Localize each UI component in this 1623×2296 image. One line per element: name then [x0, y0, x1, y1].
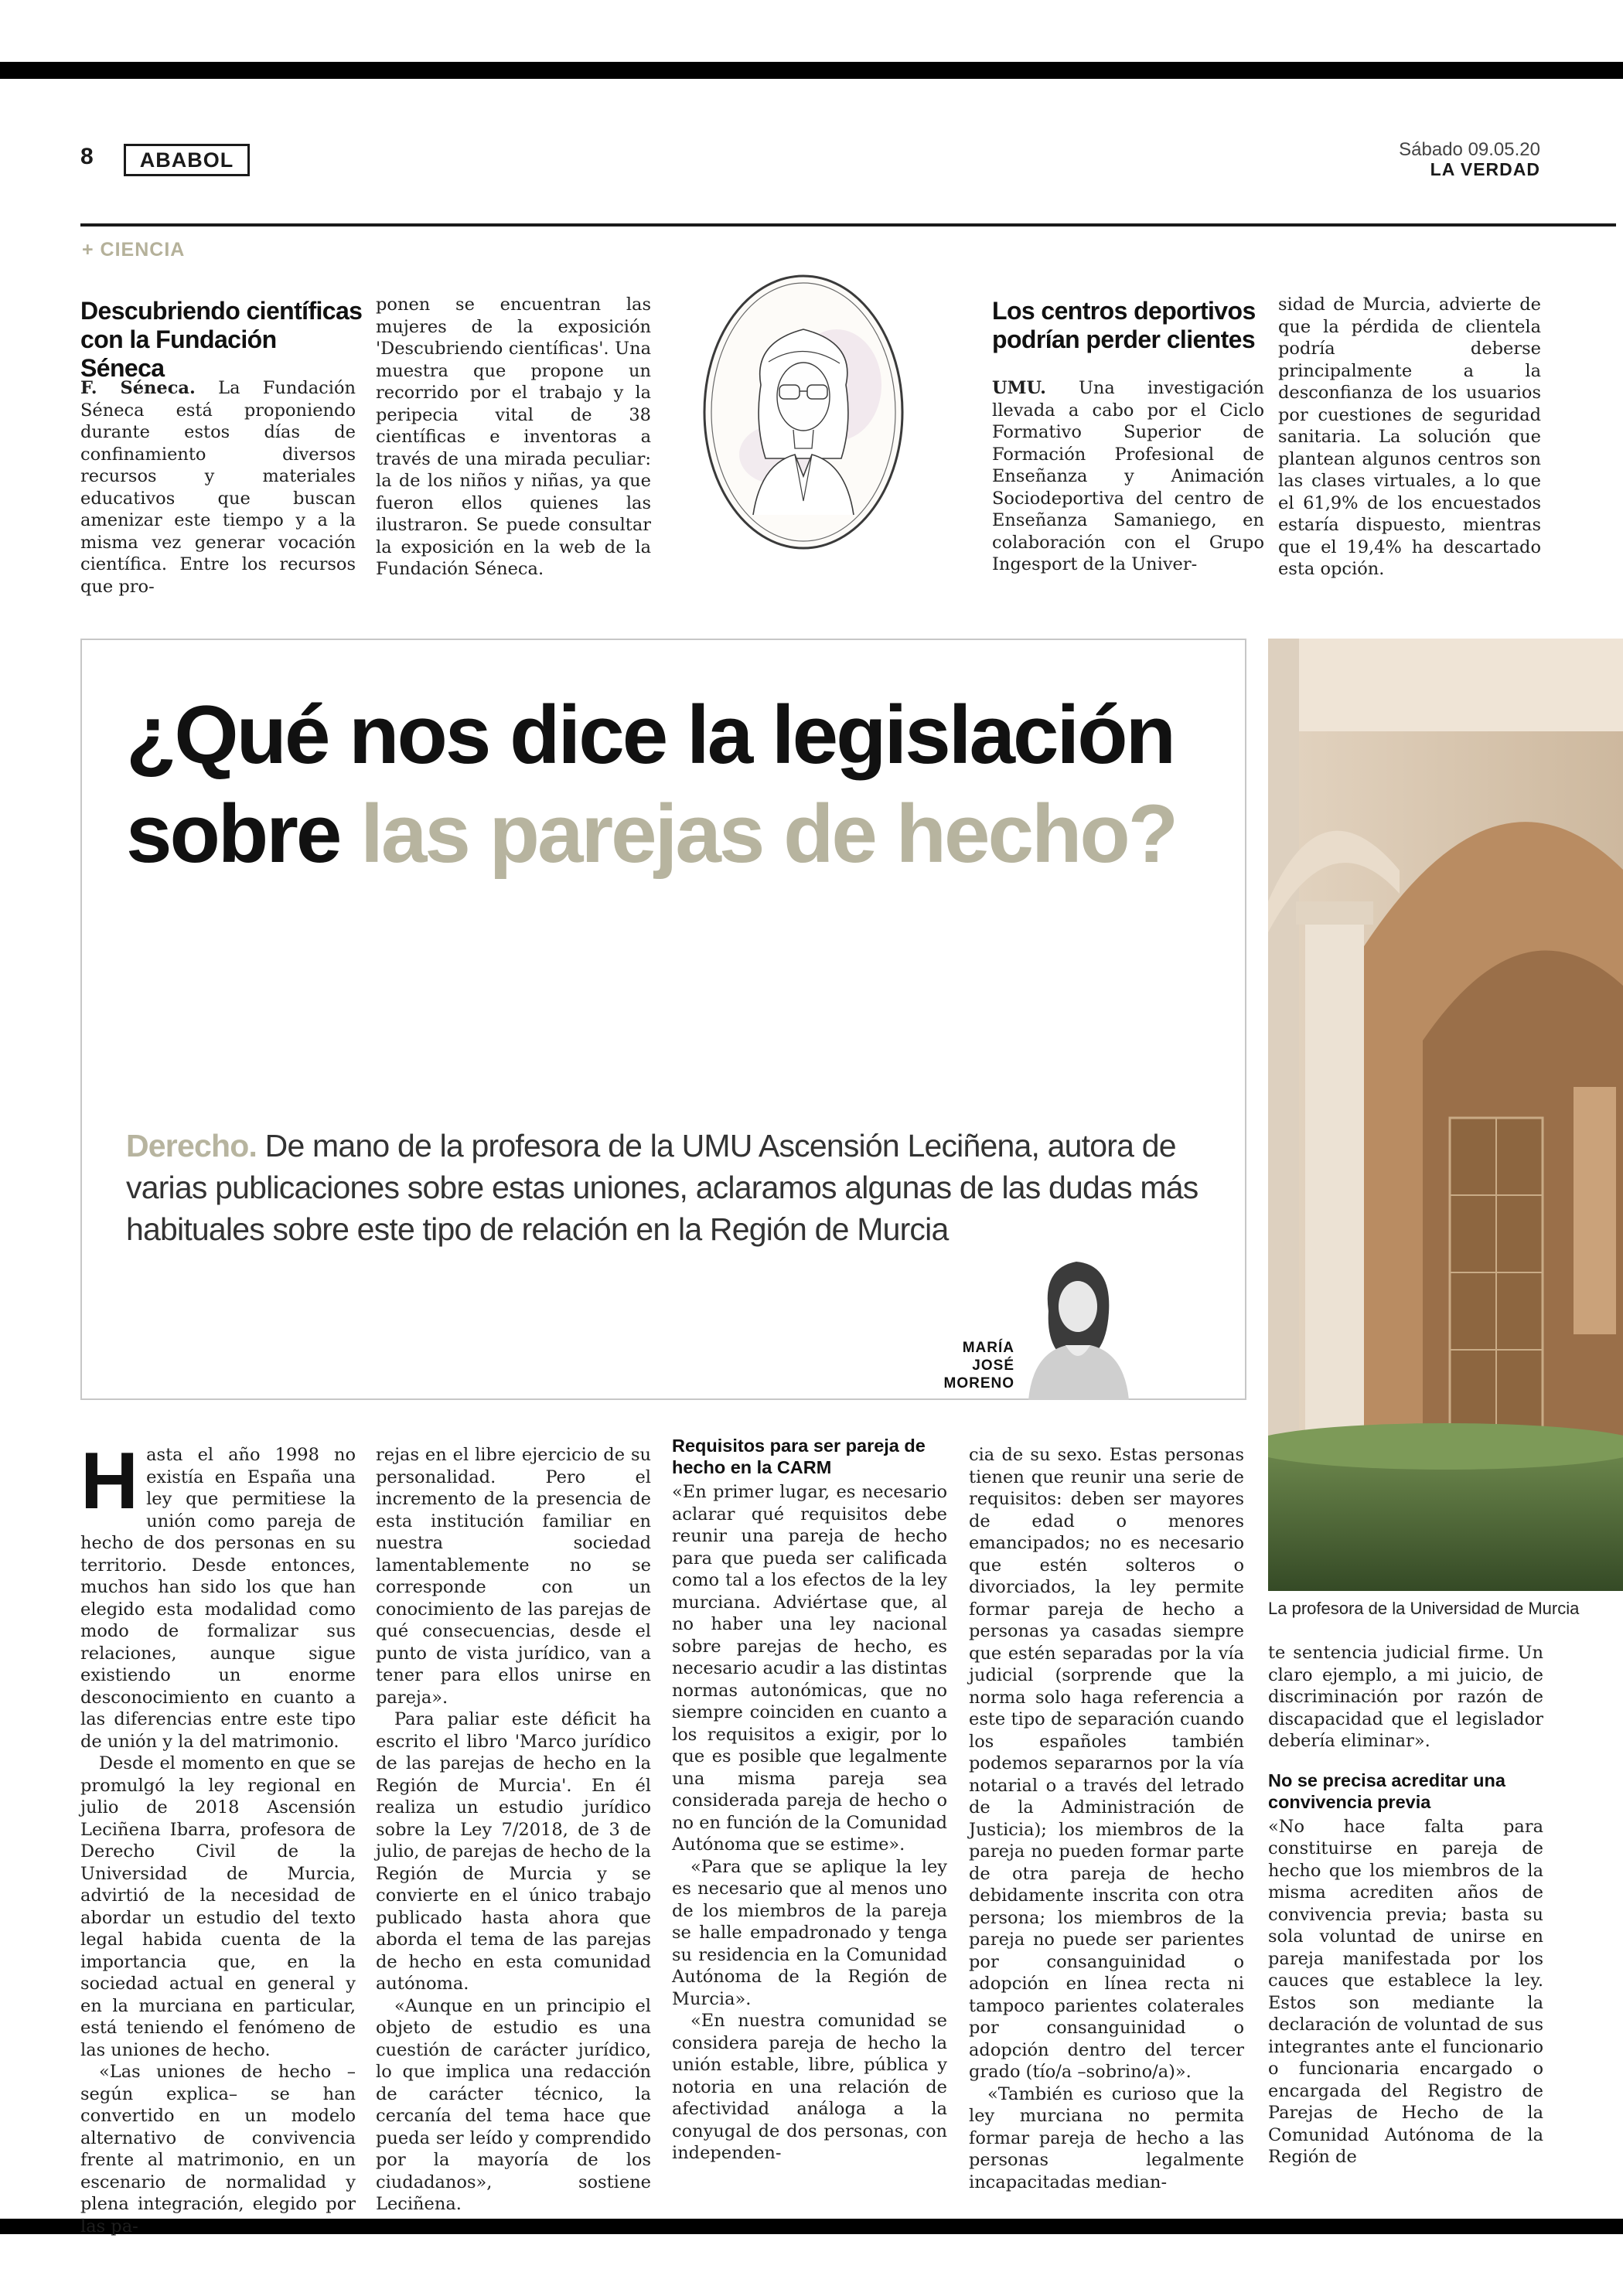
subhead-kicker: Derecho.: [126, 1128, 257, 1163]
body-col1: [80, 1436, 356, 2237]
feature-subhead: [126, 1125, 1224, 1250]
body-c1-p2: Desde el momento en que se promulgó la ley regional en julio de 2018 Ascensión Leciñena Ibarra, profesora de Derecho Civil de la Universidad de Murcia, advirtió de la necesidad de abordar un estudio del texto legal habida cuenta de la importancia que, en la sociedad actual en general y en la murciana en particular, está teniendo el fenómeno de las uniones de hecho.: [80, 1753, 356, 2060]
byline-first: MARÍA: [962, 1340, 1014, 1356]
brief-left-col2: [376, 294, 651, 581]
newspaper-name: LA VERDAD: [1430, 159, 1540, 179]
header-divider: [80, 223, 1616, 227]
body-c3-p2: «Para que se aplique la ley es necesario que al menos uno de los miembros de la pareja se halle empadronado y tenga su residencia en la Comunidad Autónoma de la Región de Murcia».: [672, 1856, 947, 2009]
body-c4-p2: «También es curioso que la ley murciana no permita formar pareja de hecho a las personas legalmente incapacitadas median-: [969, 2083, 1244, 2192]
body-c4-p1: cia de su sexo. Estas personas tienen que reunir una serie de requisitos: deben ser mayores de edad o menores emancipados; no es necesario que estén solteros o divorciados, la ley permite formar pareja de hecho a personas ya casadas siempre que estén separadas por la vía judicial (sorprende que la norma solo haga referencia a este tipo de separación cuando los españoles también podemos separarnos por la vía notarial o a través del letrado de la Administración de Justicia); los miembros de la pareja no pueden formar parte de otra pareja de hecho debidamente inscrita con otra persona; los miembros de la pareja no puede ser parientes por consanguinidad o adopción en línea recta ni tampoco parientes colaterales por consanguinidad o adopción dentro del tercer grado (tío/a –sobrino/a)».: [969, 1445, 1244, 2082]
brief-left-text-2: ponen se encuentran las mujeres de la exposición 'Descubriendo científicas'. Una muestra que propone un recorrido por el trabajo y la peripecia vital de 38 científicas e inventoras a través de una mirada peculiar: la de los niños y niñas, ya que fueron ellos quienes las ilustraron. Se puede consultar la exposición en la web de la Fundación Séneca.: [376, 295, 651, 579]
subheading-requirements: Requisitos para ser pareja de hecho en la CARM: [672, 1436, 926, 1477]
byline-surname: MORENO: [943, 1375, 1014, 1392]
subhead-text: De mano de la profesora de la UMU Ascensión Leciñena, autora de varias publicaciones sobre estas uniones, aclaramos algunas de las dudas más habituales sobre este tipo de relación en la Región de Murcia: [126, 1128, 1198, 1247]
scientist-illustration: [699, 269, 908, 555]
feature-headline: [126, 685, 1209, 883]
body-col5: [1268, 1642, 1543, 2168]
subheading-cohabitation: No se precisa acreditar una convivencia previa: [1268, 1770, 1505, 1812]
brief-right-col1: [992, 377, 1264, 576]
university-cloister-photo: [1268, 639, 1623, 1591]
drop-cap: H: [80, 1436, 139, 1526]
brief-left-col1: [80, 377, 356, 598]
brief-right-text-2: sidad de Murcia, advierte de que la pérdida de clientela podría deberse principalmente a la desconfianza de los usuarios por cuestiones de seguridad sanitaria. La solución que plantean algunos centros son las clases virtuales, a lo que el 61,9% de los encuestados estaría dispuesto, mientras que el 19,4% ha descartado esta opción.: [1278, 295, 1541, 579]
issue-date: Sábado 09.05.20: [1399, 139, 1540, 160]
body-col3: [672, 1435, 947, 2165]
brief-right-lead: UMU.: [992, 378, 1046, 398]
brief-right-col2: [1278, 294, 1541, 581]
body-c1-p3: «Las uniones de hecho –según explica– se han convertido en un modelo alternativo de convivencia frente al matrimonio, en un escenario de normalidad y plena integración, elegido por las pa-: [80, 2062, 356, 2236]
category-label: + CIENCIA: [82, 239, 186, 261]
brief-right-text-1: Una investigación llevada a cabo por el Ciclo Formativo Superior de Formación Profesional de Enseñanza y Animación Sociodeportiva del centro de Enseñanza Samaniego, en colaboración con el Grupo Ingesport de la Univer-: [992, 378, 1264, 574]
body-c2-p2: Para paliar este déficit ha escrito el libro 'Marco jurídico de las parejas de hecho en la Región de Murcia'. En él realiza un estudio jurídico sobre la Ley 7/2018, de 3 de julio, de parejas de hecho de la Región de Murcia y se convierte en el único trabajo publicado hasta ahora que aborda el tema de las parejas de hecho en esta comunidad autónoma.: [376, 1709, 651, 1994]
brief-right-title: Los centros deportivos podrían perder clientes: [992, 297, 1256, 353]
brief-left-lead: F. Séneca.: [80, 378, 196, 398]
body-c2-p3: «Aunque en un principio el objeto de estudio es una cuestión de carácter jurídico, lo que implica una redacción de carácter técnico, la cercanía del tema hace que pueda ser leído y comprendido por la mayoría de los ciudadanos», sostiene Leciñena.: [376, 1995, 651, 2214]
body-c5-p2: «No hace falta para constituirse en pareja de hecho que los miembros de la misma acrediten años de convivencia previa; basta su sola voluntad de unirse en pareja manifestada por los cauces que establece la ley. Estos son mediante la declaración de voluntad de sus integrantes ante el funcionario o funcionaria encargado o encargada del Registro de Parejas de Hecho de la Comunidad Autónoma de la Región de: [1268, 1816, 1543, 2167]
body-c5-p1: te sentencia judicial firme. Un claro ejemplo, a mi juicio, de discriminación por razón de discapacidad que el legislador debería eliminar».: [1268, 1643, 1543, 1751]
headline-part-dark: ¿Qué nos dice la legislación sobre: [126, 688, 1174, 880]
page-number: 8: [80, 144, 94, 169]
top-black-band: [0, 62, 1623, 79]
body-col4: [969, 1444, 1244, 2193]
author-byline: [928, 1339, 1014, 1392]
body-c1-p1: asta el año 1998 no existía en España una ley que permitiese la unión como pareja de hecho de dos personas en su territorio. Desde entonces, muchos han sido los que han elegido esta modalidad como modo de formalizar sus relaciones, aunque sigue existiendo un enorme desconocimiento en cuanto a las diferencias entre este tipo de unión y la del matrimonio.: [80, 1445, 356, 1752]
body-col2: [376, 1444, 651, 2216]
brief-left-title: Descubriendo científicas con la Fundación Séneca: [80, 297, 363, 382]
byline-second: JOSÉ: [972, 1358, 1014, 1374]
brief-left-text-1: La Fundación Séneca está proponiendo durante estos días de confinamiento diversos recursos y materiales educativos que buscan amenizar este tiempo y a la misma vez generar vocación científica. Entre los recursos que pro-: [80, 378, 356, 597]
headline-part-accent: las parejas de hecho?: [360, 787, 1177, 880]
author-photo: [1019, 1251, 1134, 1400]
section-label: ABABOL: [124, 144, 250, 176]
body-c3-p1: «En primer lugar, es necesario aclarar qué requisitos debe reunir una pareja de hecho para que pueda ser calificada como tal a los efectos de la ley murciana. Adviértase que, al no haber una ley nacional sobre parejas de hecho, es necesario acudir a las distintas normas autonómicas, que no siempre coinciden en cuanto a los requisitos a exigir, por lo que es posible que legalmente una misma pareja sea considerada pareja de hecho o no en función de la Comunidad Autónoma que se estime».: [672, 1482, 947, 1855]
body-c2-p1: rejas en el libre ejercicio de su personalidad. Pero el incremento de la presencia de esta institución familiar en nuestra sociedad lamentablemente no se corresponde con un conocimiento de las parejas de qué consecuencias, desde el punto de vista jurídico, van a tener para ellos unirse en pareja».: [376, 1445, 651, 1708]
photo-caption: La profesora de la Universidad de Murcia: [1268, 1599, 1580, 1618]
body-c3-p3: «En nuestra comunidad se considera pareja de hecho la unión estable, libre, pública y notoria en una relación de afectividad análoga a la conyugal de dos personas, con independen-: [672, 2011, 947, 2163]
